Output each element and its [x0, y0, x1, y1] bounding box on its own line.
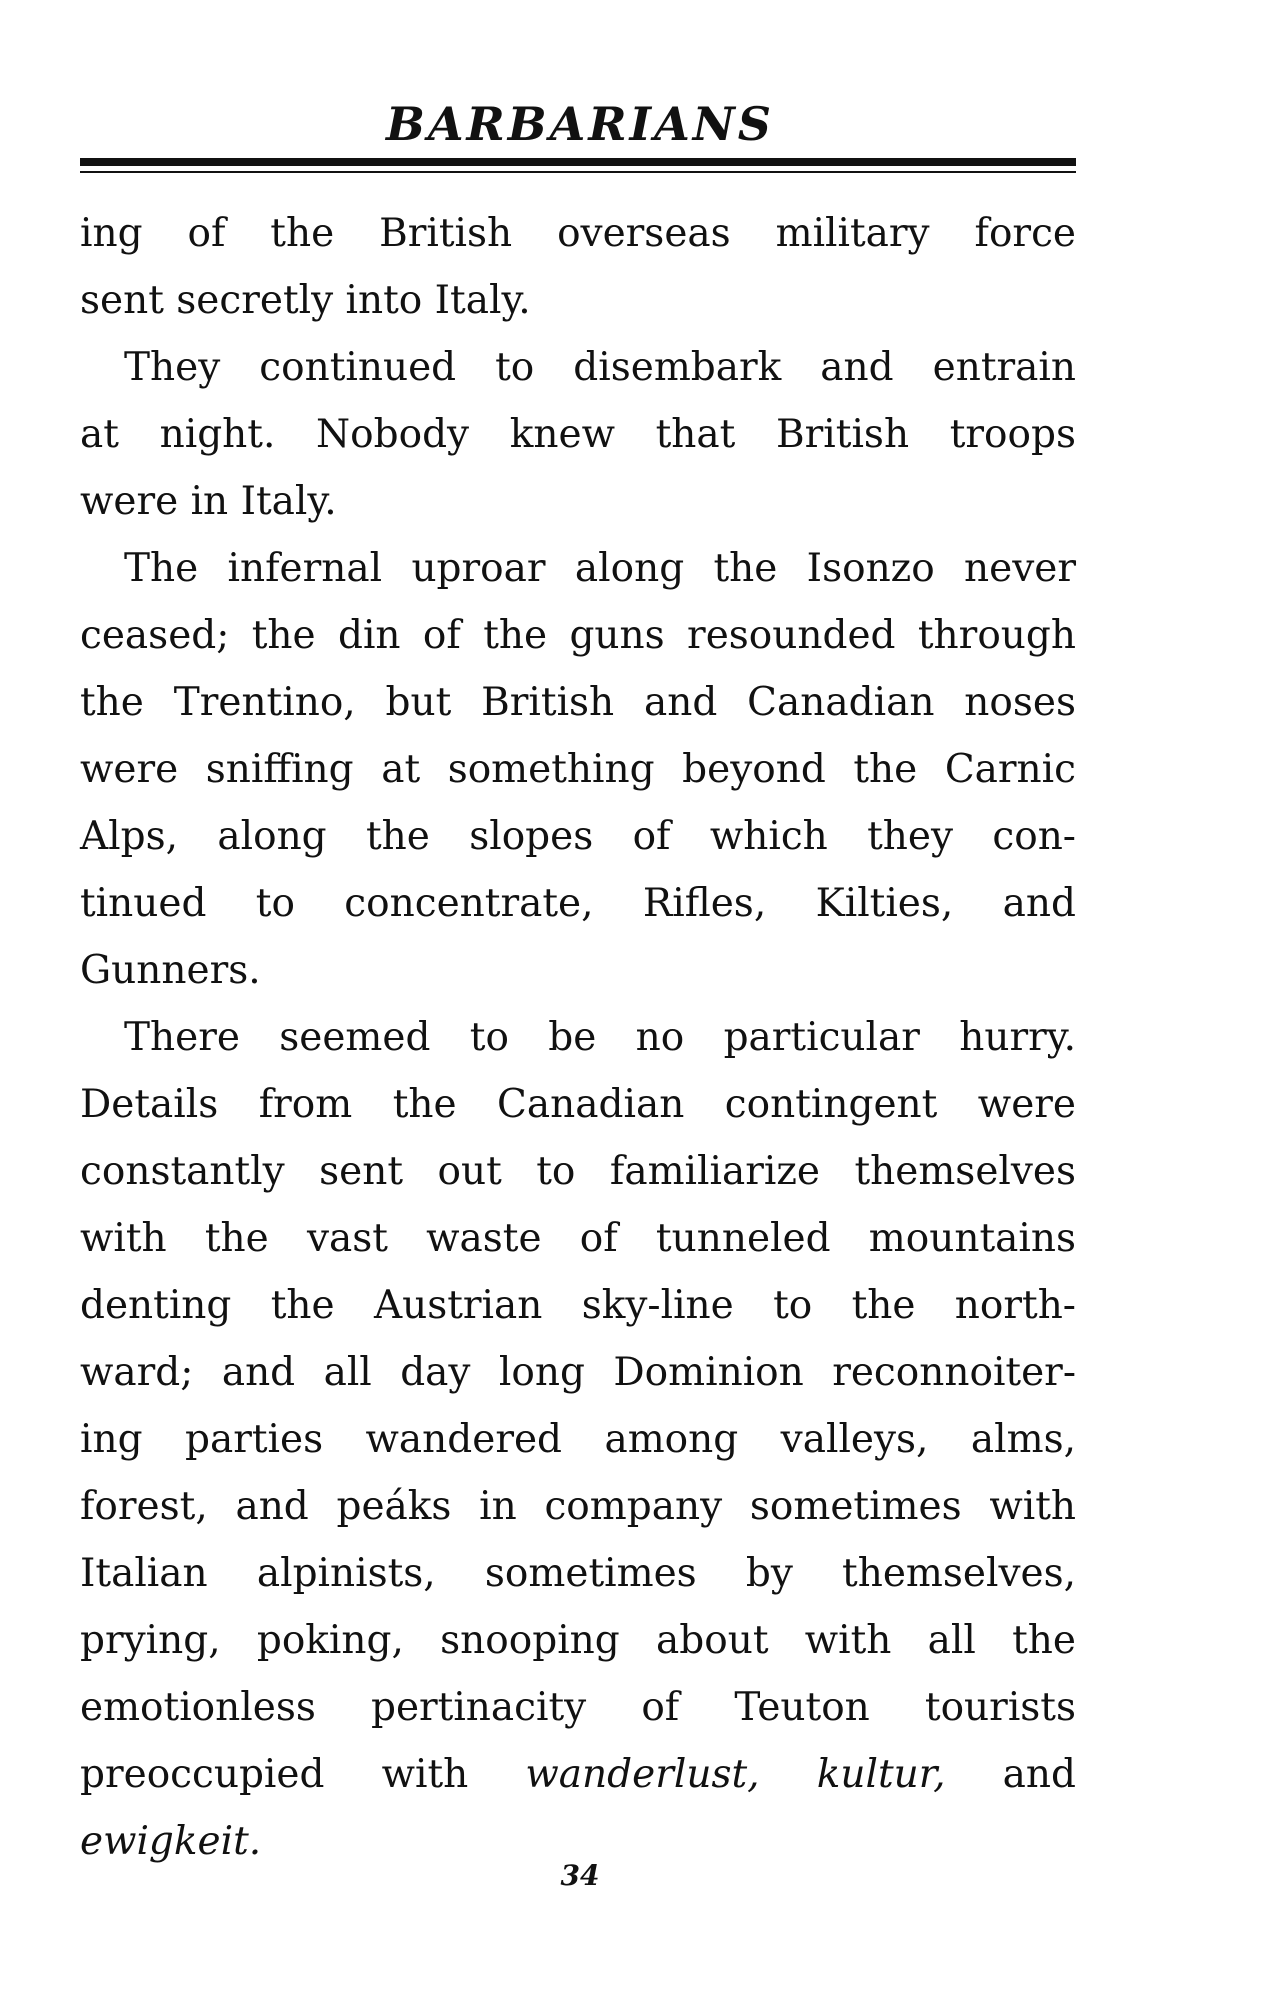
text-line: with the vast waste of tunneled mountains	[80, 1216, 1076, 1261]
text-line: ward; and all day long Dominion reconnoiter-	[80, 1350, 1076, 1395]
text-line: ewigkeit.	[80, 1819, 262, 1864]
text-line: forest, and peáks in company sometimes with	[80, 1484, 1076, 1529]
page-number: 34	[560, 1859, 600, 1892]
running-head: BARBARIANS	[385, 97, 775, 151]
text-line: Gunners.	[80, 948, 261, 993]
text-line: Italian alpinists, sometimes by themselves,	[80, 1551, 1076, 1596]
text-line: constantly sent out to familiarize themselves	[80, 1149, 1076, 1194]
header-rule-thin	[80, 171, 1076, 173]
text-line: emotionless pertinacity of Teuton tourists	[80, 1685, 1076, 1730]
text-run: and	[945, 1752, 1076, 1797]
text-line: at night. Nobody knew that British troops	[80, 412, 1076, 457]
text-line: There seemed to be no particular hurry.	[124, 1015, 1076, 1060]
text-line: They continued to disembark and entrain	[124, 345, 1076, 390]
text-line: ceased; the din of the guns resounded through	[80, 613, 1076, 658]
text-line: tinued to concentrate, Rifles, Kilties, and	[80, 881, 1076, 926]
text-line: Details from the Canadian contingent were	[80, 1082, 1076, 1127]
text-line: ing parties wandered among valleys, alms,	[80, 1417, 1076, 1462]
body-text	[80, 200, 1076, 1875]
text-line: denting the Austrian sky-line to the north-	[80, 1283, 1076, 1328]
text-run: preoccupied with	[80, 1752, 526, 1797]
text-line: were in Italy.	[80, 479, 337, 524]
text-line: ing of the British overseas military force	[80, 211, 1076, 256]
italic-word: wanderlust,	[525, 1752, 760, 1797]
text-line: Alps, along the slopes of which they con-	[80, 814, 1076, 859]
text-line: the Trentino, but British and Canadian noses	[80, 680, 1076, 725]
italic-word: kultur,	[816, 1752, 946, 1797]
text-line: prying, poking, snooping about with all the	[80, 1618, 1076, 1663]
text-line-mixed	[80, 1741, 1076, 1808]
text-run	[760, 1752, 817, 1797]
text-line: sent secretly into Italy.	[80, 278, 531, 323]
text-line: The infernal uproar along the Isonzo never	[124, 546, 1076, 591]
header-rule-thick	[80, 158, 1076, 166]
text-line: were sniffing at something beyond the Carnic	[80, 747, 1076, 792]
